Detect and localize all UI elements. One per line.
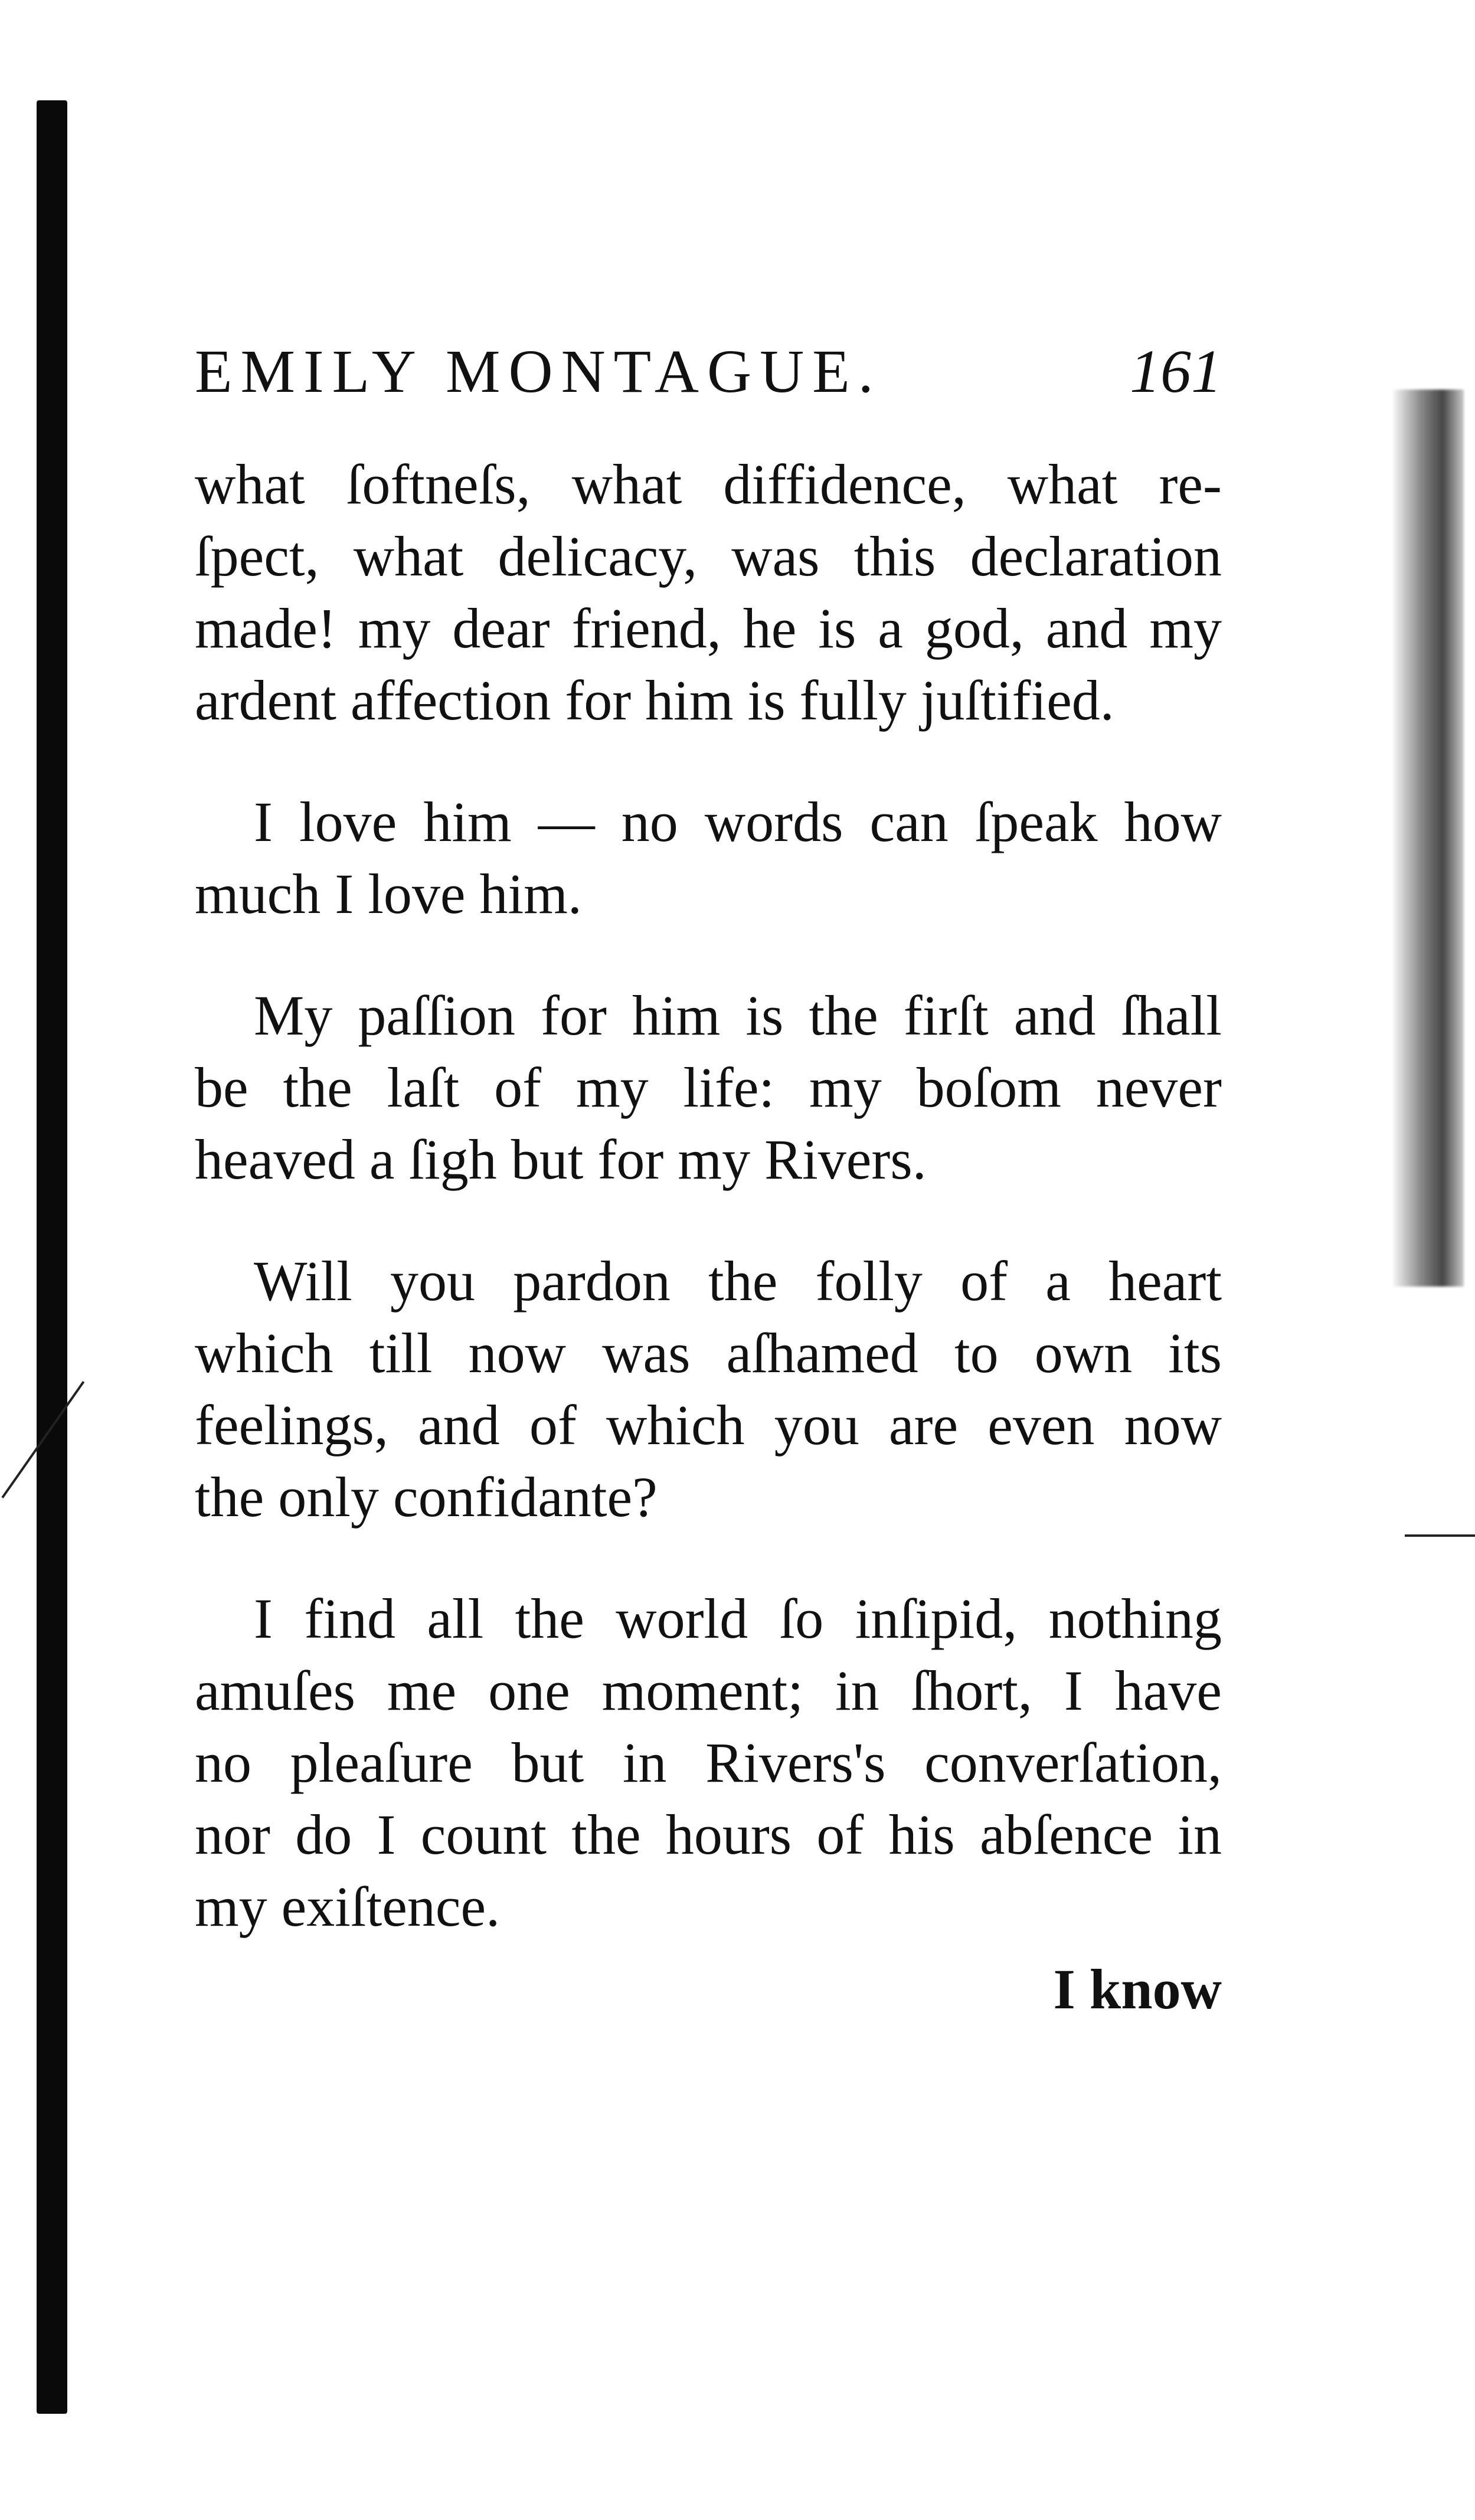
- text-line: made! my dear friend, he is a god, and my: [195, 597, 1222, 660]
- running-title: EMILY MONTAGUE.: [195, 338, 882, 405]
- catchword: I know: [1053, 1958, 1222, 2021]
- text-line: I find all the world ſo inſipid, nothing: [254, 1587, 1222, 1650]
- text-line: ardent affection for him is fully juſtified.: [195, 669, 1114, 732]
- text-line: my exiſtence.: [195, 1875, 501, 1938]
- text-line: My paſſion for him is the firſt and ſhall: [254, 984, 1222, 1047]
- text-line: feelings, and of which you are even now: [195, 1393, 1222, 1457]
- text-line: no pleaſure but in Rivers's converſation,: [195, 1731, 1222, 1794]
- paragraph-5: [195, 1583, 1222, 1943]
- paragraph-4: [195, 1245, 1222, 1533]
- page-header: [195, 330, 1222, 413]
- body-text: [195, 449, 1222, 1992]
- text-line: what ſoftneſs, what diffidence, what re-: [195, 453, 1222, 516]
- text-line: nor do I count the hours of his abſence in: [195, 1803, 1222, 1866]
- paragraph-1: [195, 449, 1222, 737]
- text-line: ſpect, what delicacy, was this declaration: [195, 525, 1222, 588]
- text-line: the only confidante?: [195, 1465, 658, 1529]
- page-number: 161: [1130, 338, 1222, 405]
- text-line: Will you pardon the folly of a heart: [254, 1249, 1222, 1313]
- text-line: amuſes me one moment; in ſhort, I have: [195, 1659, 1222, 1722]
- paragraph-2: [195, 786, 1222, 930]
- text-line: be the laſt of my life: my boſom never: [195, 1056, 1222, 1119]
- paragraph-3: [195, 980, 1222, 1196]
- text-line: I love him — no words can ſpeak how: [254, 790, 1222, 853]
- page-edge-bleed: [1393, 390, 1464, 1287]
- text-line: much I love him.: [195, 862, 582, 925]
- text-line: which till now was aſhamed to own its: [195, 1321, 1222, 1385]
- margin-rule: [1405, 1534, 1475, 1537]
- binding-shadow: [37, 100, 67, 2414]
- text-line: heaved a ſigh but for my Rivers.: [195, 1128, 927, 1191]
